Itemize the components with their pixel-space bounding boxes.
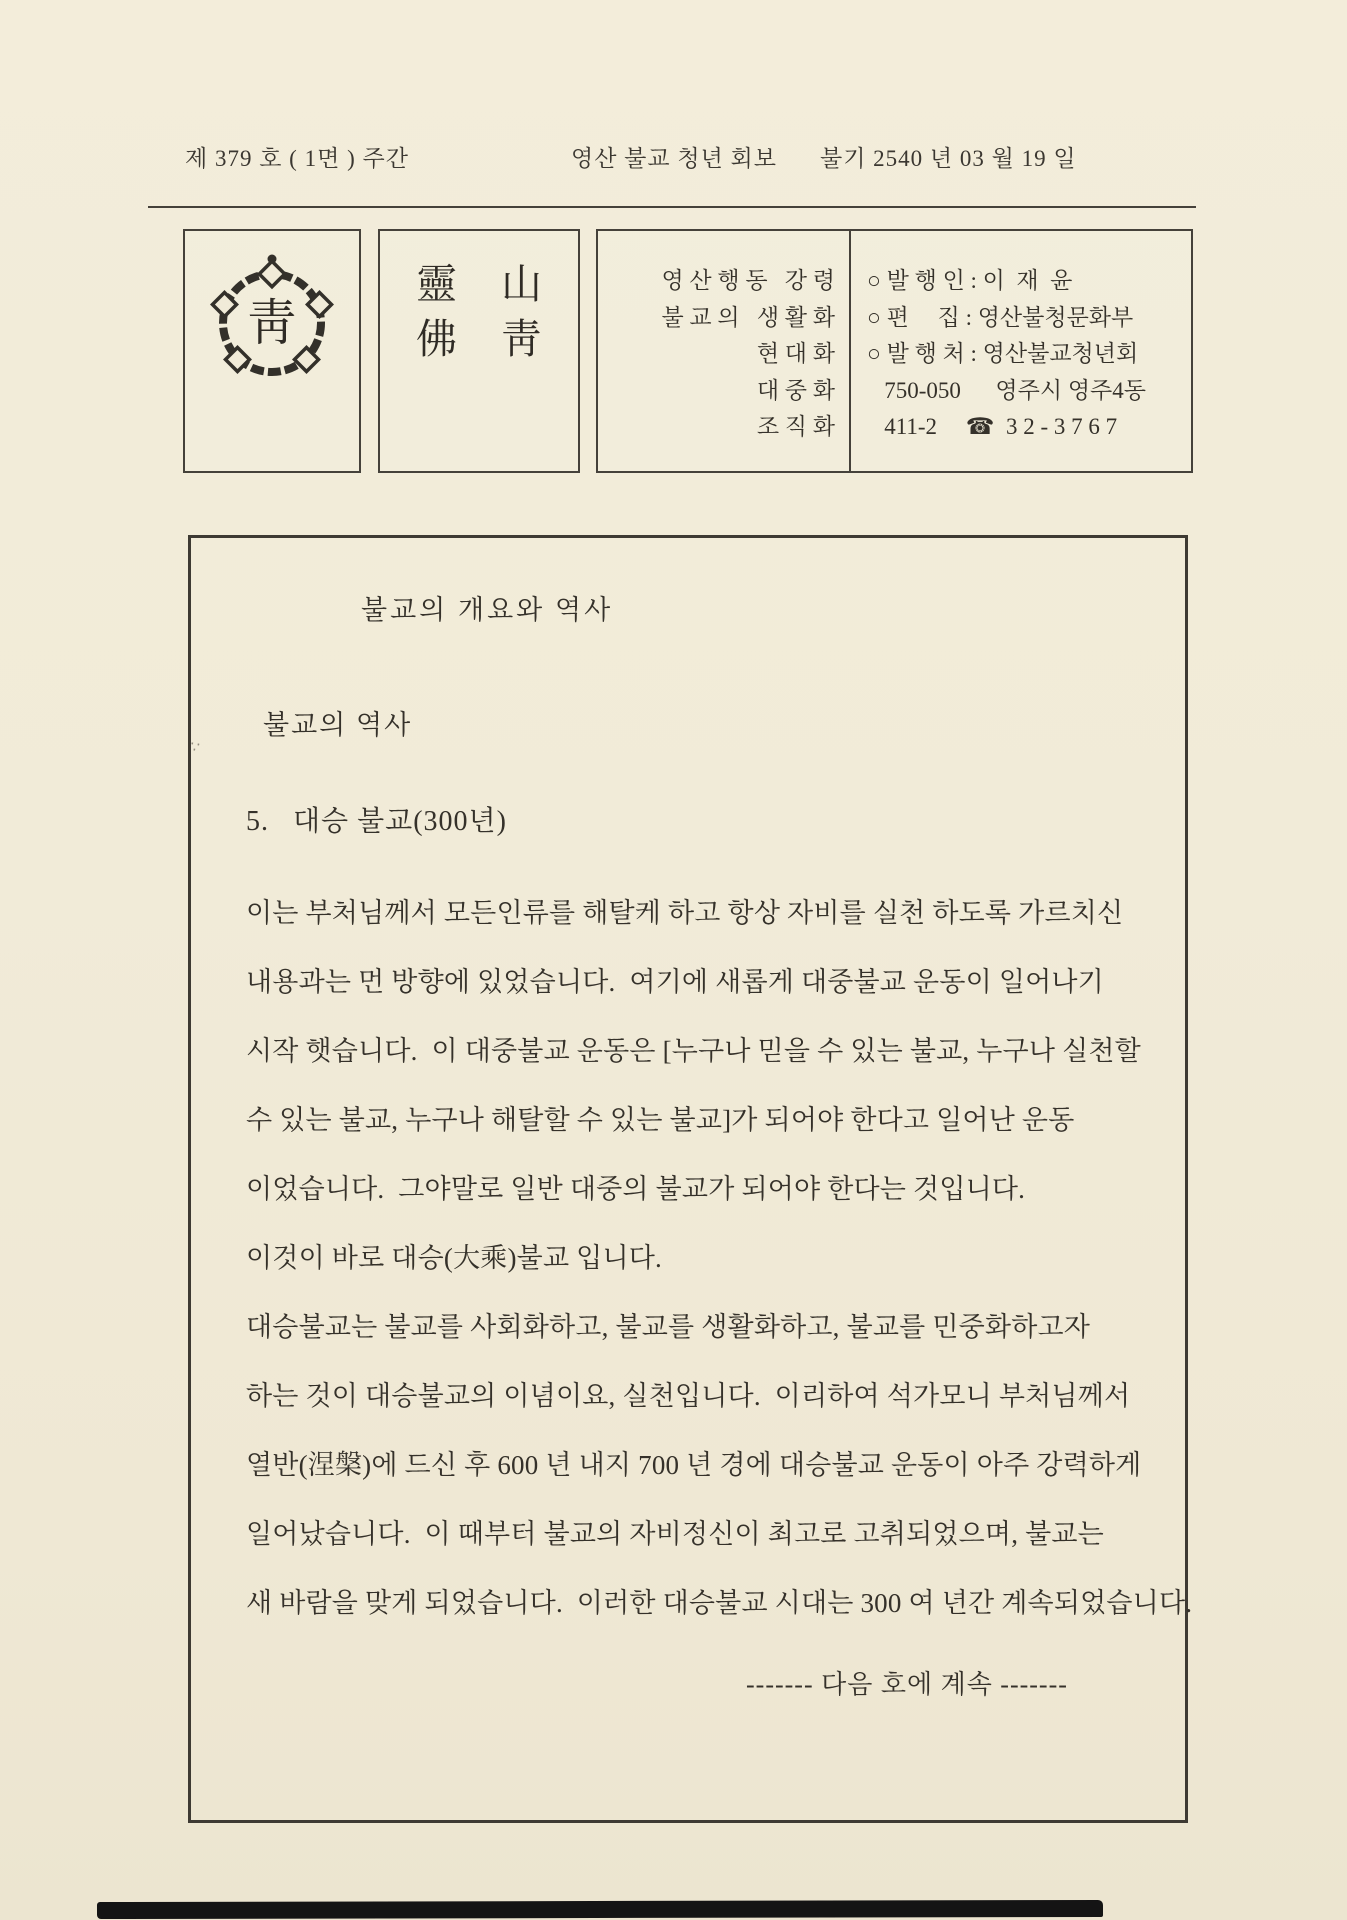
body-line: 내용과는 먼 방향에 있었습니다. 여기에 새롭게 대중불교 운동이 일어나기 xyxy=(246,967,1104,997)
article-subtitle: 불교의 역사 xyxy=(263,710,413,740)
organization-name-box xyxy=(378,229,580,473)
issue-number: 제 379 호 ( 1면 ) 주간 xyxy=(185,146,409,171)
creed-line: 불 교 의 생 활 화 xyxy=(661,304,835,330)
body-line: 새 바람을 맞게 되었습니다. 이러한 대승불교 시대는 300 여 년간 계속되었습니다. xyxy=(246,1588,1193,1618)
article-title: 불교의 개요와 역사 xyxy=(361,595,614,625)
action-creed-list xyxy=(598,231,849,471)
scan-speck: ∵ xyxy=(188,739,201,757)
scan-artifact-strip xyxy=(97,1900,1103,1919)
header-divider xyxy=(148,206,1196,208)
body-line: 대승불교는 불교를 사회화하고, 불교를 생활화하고, 불교를 민중화하고자 xyxy=(246,1312,1091,1342)
yeongsan-bulcheong-emblem-icon xyxy=(199,241,345,391)
publishing-office-line: ○ 발 행 처 : 영산불교청년회 xyxy=(867,341,1139,366)
body-line: 이것이 바로 대승(大乘)불교 입니다. xyxy=(246,1243,662,1273)
editor-line: ○ 편 집 : 영산불청문화부 xyxy=(867,304,1134,330)
creed-line: 대 중 화 xyxy=(756,377,835,403)
masthead-info-box xyxy=(596,229,1193,473)
emblem-character: 靑 xyxy=(247,295,297,351)
body-line: 이는 부처님께서 모든인류를 해탈케 하고 항상 자비를 실천 하도록 가르치신 xyxy=(246,898,1124,928)
creed-line: 현 대 화 xyxy=(756,341,835,366)
emblem-box xyxy=(183,229,361,473)
issue-date: 불기 2540 년 03 월 19 일 xyxy=(820,146,1077,171)
address-line: 750-050 영주시 영주4동 xyxy=(867,377,1146,403)
section-heading: 5. 대승 불교(300년) xyxy=(246,806,507,837)
name-row-2 xyxy=(416,312,542,367)
phone-line: 411-2 ☎ 3 2 - 3 7 6 7 xyxy=(867,414,1118,439)
name-char: 靑 xyxy=(501,316,542,362)
body-line: 시작 햇습니다. 이 대중불교 운동은 [누구나 믿을 수 있는 불교, 누구나 실천할 xyxy=(246,1036,1141,1066)
publisher-line: ○ 발 행 인 : 이 재 윤 xyxy=(867,268,1073,293)
article-box xyxy=(188,535,1193,1823)
body-line: 하는 것이 대승불교의 이념이요, 실천입니다. 이리하여 석가모니 부처님께서 xyxy=(246,1381,1131,1411)
name-char: 佛 xyxy=(416,316,457,362)
body-line: 수 있는 불교, 누구나 해탈할 수 있는 불교]가 되어야 한다고 일어난 운동 xyxy=(246,1105,1075,1135)
publisher-info xyxy=(849,231,1191,471)
name-row-1 xyxy=(416,257,542,312)
creed-line: 영 산 행 동 강 령 xyxy=(661,268,835,293)
name-char: 靈 xyxy=(416,261,457,307)
newsletter-title: 영산 불교 청년 회보 xyxy=(571,146,777,171)
body-line: 이었습니다. 그야말로 일반 대중의 불교가 되어야 한다는 것입니다. xyxy=(246,1174,1026,1204)
article-body xyxy=(246,898,1193,1659)
body-line: 열반(涅槃)에 드신 후 600 년 내지 700 년 경에 대승불교 운동이 아주 강력하게 xyxy=(246,1450,1142,1480)
creed-line: 조 직 화 xyxy=(756,414,835,439)
body-line: 일어났습니다. 이 때부터 불교의 자비정신이 최고로 고취되었으며, 불교는 xyxy=(246,1519,1104,1549)
name-char: 山 xyxy=(501,261,542,307)
continuation-note: ------- 다음 호에 계속 ------- xyxy=(746,1670,1068,1699)
